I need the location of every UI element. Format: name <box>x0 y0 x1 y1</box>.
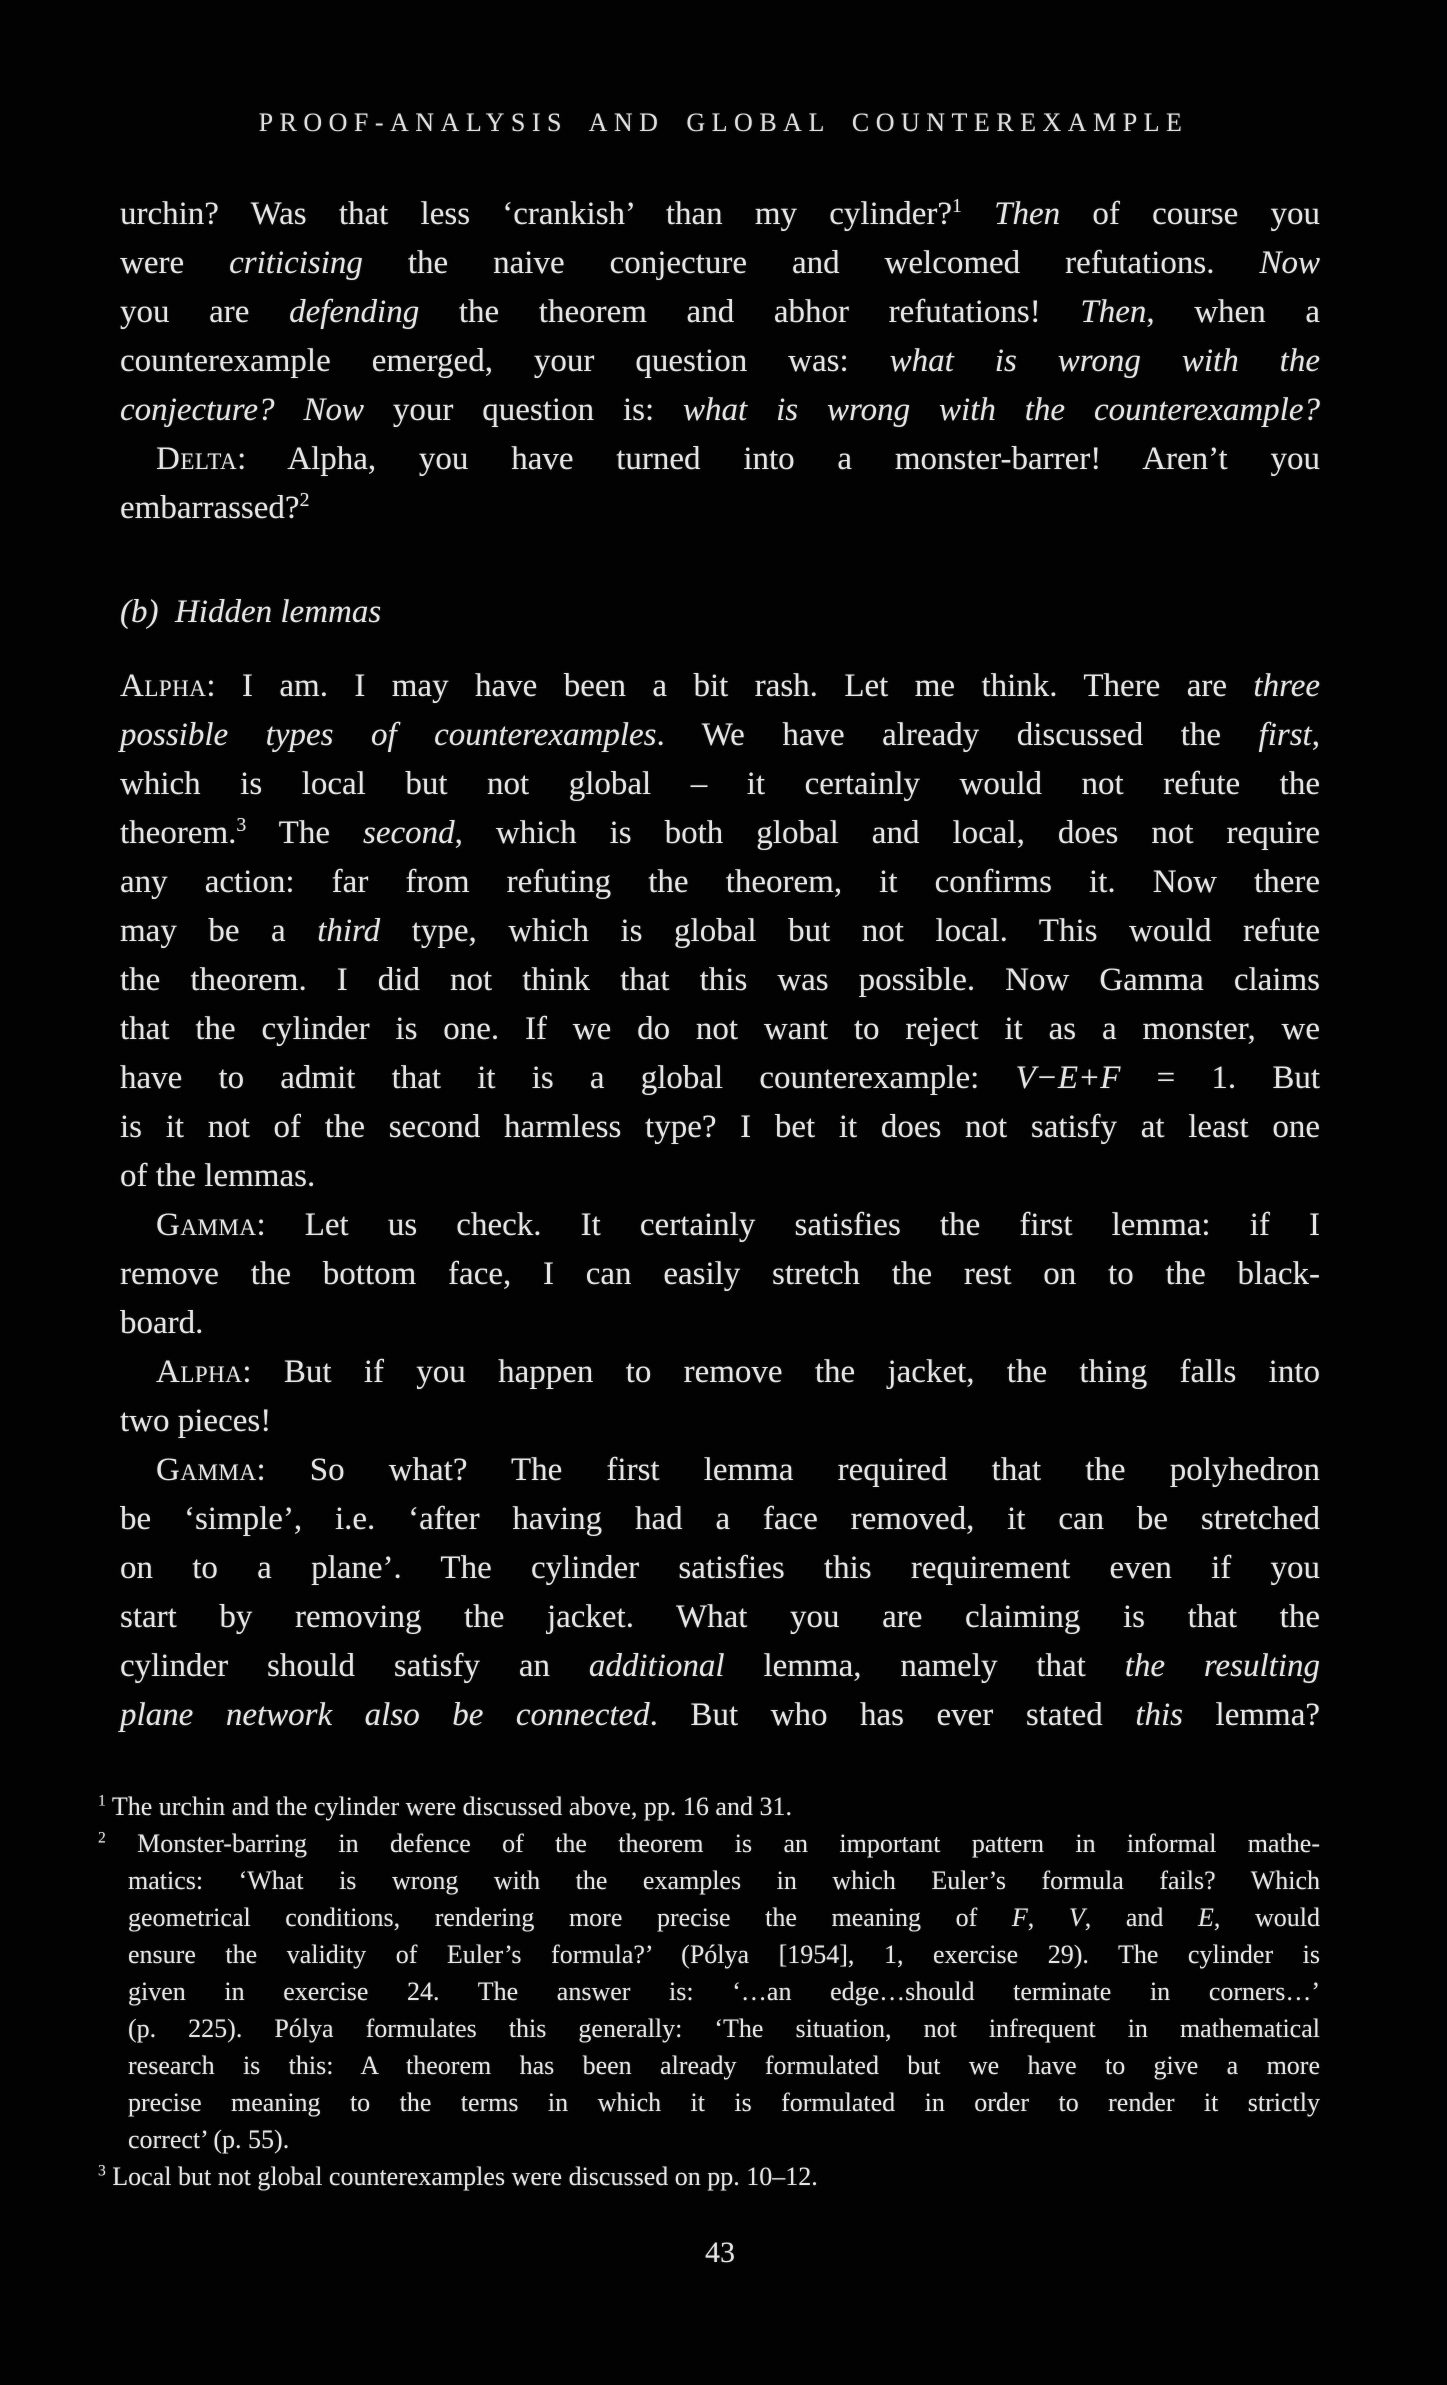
text-line: (b) Hidden lemmas <box>120 594 382 630</box>
footnote <box>98 1825 1320 2158</box>
text-line: you are defending the theorem and abhor refutations! Then, when a <box>120 294 1320 330</box>
section-heading <box>120 588 1320 637</box>
text-line: counterexample emerged, your question was: what is wrong with the <box>120 343 1320 379</box>
text-line: on to a plane’. The cylinder satisfies this requirement even if you <box>120 1550 1320 1586</box>
text-line: $^3$ Local but not global counterexamples were discussed on pp. 10–12. <box>98 2162 818 2191</box>
text-line: given in exercise 24. The answer is: ‘…an edge…should terminate in corners…’ <box>128 1977 1320 2006</box>
text-line: $^2$ Monster-barring in defence of the theorem is an important pattern in informal mathe- <box>98 1829 1320 1858</box>
paragraph <box>120 662 1320 1201</box>
text-line: ensure the validity of Euler’s formula?’ (Pólya [1954], 1, exercise 29). The cylinder is <box>128 1940 1320 1969</box>
text-line: Delta: Alpha, you have turned into a monster-barrer! Aren’t you <box>156 441 1320 477</box>
page-number: 43 <box>705 2236 735 2269</box>
paragraph <box>120 1201 1320 1348</box>
text-line: precise meaning to the terms in which it is formulated in order to render it strictly <box>128 2088 1320 2117</box>
text-line: which is local but not global – it certainly would not refute the <box>120 766 1320 802</box>
text-line: that the cylinder is one. If we do not want to reject it as a monster, we <box>120 1011 1320 1047</box>
text-line: any action: far from refuting the theorem, it confirms it. Now there <box>120 864 1320 900</box>
text-line: remove the bottom face, I can easily stretch the rest on to the black- <box>120 1256 1320 1292</box>
text-line: Gamma: Let us check. It certainly satisfies the first lemma: if I <box>156 1207 1320 1243</box>
text-line: two pieces! <box>120 1403 272 1439</box>
footnotes <box>98 1788 1320 2195</box>
text-line: embarrassed?$^2$ <box>120 489 310 526</box>
paragraph <box>120 1446 1320 1740</box>
text-line: (p. 225). Pólya formulates this generally: ‘The situation, not infrequent in mathematical <box>128 2014 1320 2043</box>
text-line: theorem.$^3$ The second, which is both global and local, does not require <box>120 814 1320 851</box>
text-line: $^1$ The urchin and the cylinder were discussed above, pp. 16 and 31. <box>98 1792 792 1821</box>
text-line: geometrical conditions, rendering more precise the meaning of F, V, and E, would <box>128 1903 1320 1932</box>
text-line: cylinder should satisfy an additional lemma, namely that the resulting <box>120 1648 1320 1684</box>
text-line: were criticising the naive conjecture and welcomed refutations. Now <box>120 245 1320 281</box>
paragraph <box>120 1348 1320 1446</box>
text-line: Alpha: But if you happen to remove the jacket, the thing falls into <box>156 1354 1320 1390</box>
text-line: matics: ‘What is wrong with the examples in which Euler’s formula fails? Which <box>128 1866 1320 1895</box>
paragraph <box>120 435 1320 533</box>
text-line: plane network also be connected. But who has ever stated this lemma? <box>120 1697 1320 1733</box>
text-line: urchin? Was that less ‘crankish’ than my cylinder?$^1$ Then of course you <box>120 195 1320 232</box>
text-line: the theorem. I did not think that this was possible. Now Gamma claims <box>120 962 1320 998</box>
text-line: of the lemmas. <box>120 1158 316 1194</box>
body-text <box>120 190 1320 1740</box>
text-line: start by removing the jacket. What you are claiming is that the <box>120 1599 1320 1635</box>
text-line: research is this: A theorem has been already formulated but we have to give a more <box>128 2051 1320 2080</box>
text-line: Gamma: So what? The first lemma required that the polyhedron <box>156 1452 1320 1488</box>
footnote <box>98 1788 1320 1825</box>
footnote <box>98 2158 1320 2195</box>
text-line: correct’ (p. 55). <box>128 2125 290 2154</box>
text-line: be ‘simple’, i.e. ‘after having had a face removed, it can be stretched <box>120 1501 1320 1537</box>
text-line: have to admit that it is a global counterexample: V−E+F = 1. But <box>120 1060 1320 1096</box>
text-line: possible types of counterexamples. We have already discussed the first, <box>120 717 1320 753</box>
text-line: conjecture? Now your question is: what is wrong with the counterexample? <box>120 392 1320 428</box>
text-line: may be a third type, which is global but not local. This would refute <box>120 913 1320 949</box>
running-header: PROOF-ANALYSIS AND GLOBAL COUNTEREXAMPLE <box>258 108 1189 137</box>
text-line: board. <box>120 1305 204 1341</box>
paragraph <box>120 190 1320 435</box>
text-line: is it not of the second harmless type? I bet it does not satisfy at least one <box>120 1109 1320 1145</box>
text-line: Alpha: I am. I may have been a bit rash. Let me think. There are three <box>120 668 1320 704</box>
